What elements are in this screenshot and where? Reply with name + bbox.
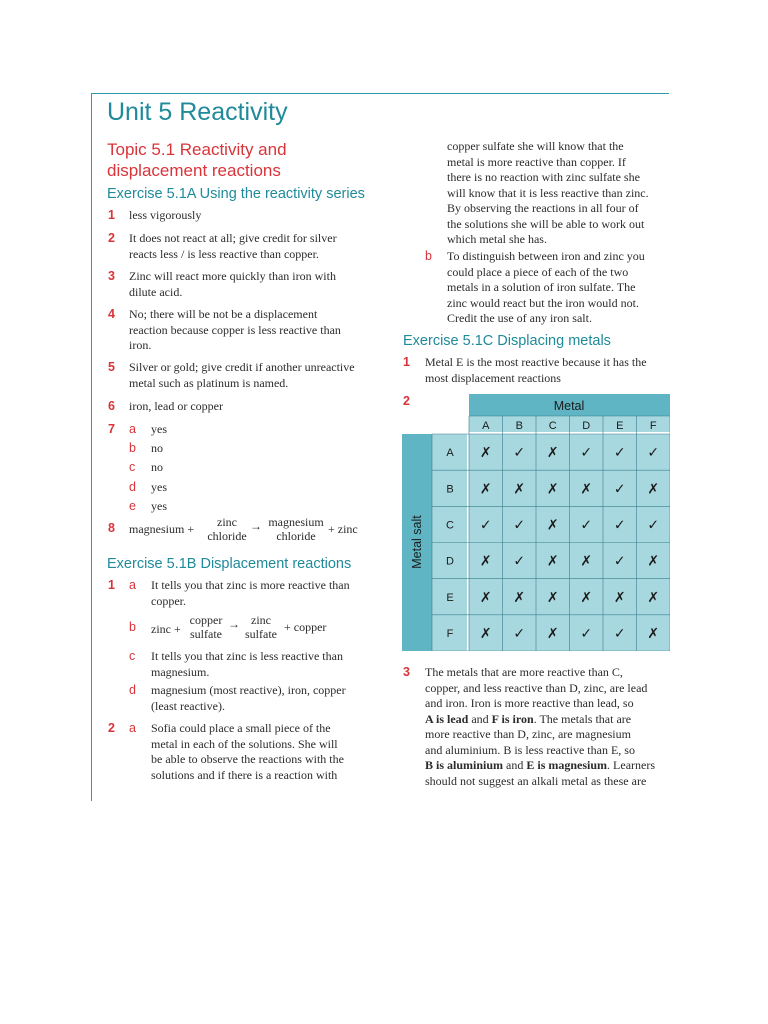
exC-q3-number: 3 <box>403 665 410 679</box>
row-header-e: E <box>446 591 454 604</box>
tick-mark-a-b: ✓ <box>513 445 526 462</box>
exercise-5-1b-heading: Exercise 5.1B Displacement reactions <box>107 556 352 572</box>
exB-q2-number: 2 <box>108 721 115 735</box>
exB-q2b-label: b <box>425 249 432 263</box>
cross-mark-a-a: ✗ <box>479 445 492 462</box>
exB-q1b-rhs: + copper <box>284 620 327 634</box>
cross-mark-e-a: ✗ <box>479 589 492 606</box>
exA-q7d-answer: yes <box>151 480 167 494</box>
exB-q1c-label: c <box>129 649 136 663</box>
tick-mark-c-a: ✓ <box>479 517 492 534</box>
cross-mark-f-a: ✗ <box>479 625 492 642</box>
tick-mark-f-e: ✓ <box>613 625 626 642</box>
exA-q1-number: 1 <box>108 208 115 222</box>
exA-q7d-label: d <box>129 480 136 494</box>
exA-q7a-label: a <box>129 422 136 436</box>
cross-mark-e-f: ✗ <box>647 589 660 606</box>
cross-mark-b-c: ✗ <box>546 481 559 498</box>
exB-q1b-fraction-copper-sulfate: copper sulfate <box>189 613 223 641</box>
exB-q1d-answer: magnesium (most reactive), iron, copper (least reactive). <box>151 683 346 713</box>
topic-title-line-2: displacement reactions <box>107 161 281 180</box>
exercise-5-1c-heading: Exercise 5.1C Displacing metals <box>403 333 611 349</box>
exA-q6-number: 6 <box>108 399 115 413</box>
exC-q3-answer: The metals that are more reactive than C, copper, and less reactive than D, zinc, are lead and iron. Iron is more reactive than lead, so A is lead and F is iron. The metals that are more reactive than D, zinc, are magnesium and aluminium. B is less reactive than E, so B is aluminium and E is magnesium. Learners should not suggest an alkali metal as these are <box>425 665 656 788</box>
column-header-c: C <box>548 420 557 432</box>
exB-q1b-fraction-zinc-sulfate: zinc sulfate <box>245 613 277 641</box>
cross-mark-f-c: ✗ <box>546 625 559 642</box>
exA-q8-fraction-zinc-chloride: zinc chloride <box>207 515 247 543</box>
cross-mark-d-f: ✗ <box>647 553 660 570</box>
exC-q1-answer: Metal E is the most reactive because it has the most displacement reactions <box>425 355 647 385</box>
tick-mark-d-b: ✓ <box>513 553 526 570</box>
cross-mark-e-b: ✗ <box>513 589 526 606</box>
displacement-results-table <box>402 394 670 651</box>
cross-mark-a-c: ✗ <box>546 445 559 462</box>
exA-q7-number: 7 <box>108 422 115 436</box>
exA-q2-answer: It does not react at all; give credit for silver reacts less / is less reactive than copper. <box>129 231 337 261</box>
exB-q1c-answer: It tells you that zinc is less reactive than magnesium. <box>151 649 343 679</box>
tick-mark-b-e: ✓ <box>613 481 626 498</box>
tick-mark-d-e: ✓ <box>613 553 626 570</box>
row-header-d: D <box>446 555 454 568</box>
cross-mark-b-a: ✗ <box>479 481 492 498</box>
exA-q8-rhs: + zinc <box>328 522 358 536</box>
exA-q8-arrow: → <box>250 519 262 533</box>
column-header-d: D <box>582 420 591 432</box>
tick-mark-f-b: ✓ <box>513 625 526 642</box>
exercise-5-1a-heading: Exercise 5.1A Using the reactivity series <box>107 186 365 202</box>
cross-mark-d-a: ✗ <box>479 553 492 570</box>
tick-mark-a-f: ✓ <box>647 445 660 462</box>
exA-q7c-label: c <box>129 460 136 474</box>
cross-mark-b-d: ✗ <box>580 481 593 498</box>
exA-q8-fraction-magnesium-chloride: magnesium chloride <box>268 515 324 543</box>
topic-title-line-1: Topic 5.1 Reactivity and <box>107 140 287 159</box>
column-header-f: F <box>649 420 657 432</box>
exA-q3-number: 3 <box>108 269 115 283</box>
row-header-b: B <box>446 483 454 496</box>
exA-q4-number: 4 <box>108 307 115 321</box>
row-header-f: F <box>446 627 454 640</box>
exB-q1a-answer: It tells you that zinc is more reactive than copper. <box>151 578 350 608</box>
exA-q1-answer: less vigorously <box>129 208 202 222</box>
cross-mark-d-d: ✗ <box>580 553 593 570</box>
exB-q2a-label: a <box>129 721 136 735</box>
tick-mark-c-b: ✓ <box>513 517 526 534</box>
cross-mark-f-f: ✗ <box>647 625 660 642</box>
row-header-a: A <box>446 447 454 460</box>
exA-q8-number: 8 <box>108 521 115 535</box>
cross-mark-d-c: ✗ <box>546 553 559 570</box>
exB-q1b-label: b <box>129 620 136 634</box>
column-header-e: E <box>616 420 624 432</box>
tick-mark-a-d: ✓ <box>580 445 593 462</box>
tick-mark-a-e: ✓ <box>613 445 626 462</box>
cross-mark-e-e: ✗ <box>613 589 626 606</box>
exA-q7a-answer: yes <box>151 422 167 436</box>
exA-q7b-answer: no <box>151 441 163 455</box>
cross-mark-e-c: ✗ <box>546 589 559 606</box>
exB-q1d-label: d <box>129 683 136 697</box>
tick-mark-c-f: ✓ <box>647 517 660 534</box>
cross-mark-b-b: ✗ <box>513 481 526 498</box>
exA-q7b-label: b <box>129 441 136 455</box>
column-header-a: A <box>482 420 490 432</box>
exA-q2-number: 2 <box>108 231 115 245</box>
cross-mark-b-f: ✗ <box>647 481 660 498</box>
metal-group-label: Metal <box>553 399 585 413</box>
tick-mark-f-d: ✓ <box>580 625 593 642</box>
exB-q1a-label: a <box>129 578 136 592</box>
exB-q1b-lhs: zinc + <box>151 622 181 636</box>
exA-q3-answer: Zinc will react more quickly than iron with dilute acid. <box>129 269 336 299</box>
exC-q2-number: 2 <box>403 394 410 408</box>
exB-q2b-answer: To distinguish between iron and zinc you could place a piece of each of the two metals in a solution of iron sulfate. The zinc would react but the iron would not. Credit the use of any iron salt. <box>447 249 645 325</box>
exA-q7e-answer: yes <box>151 499 167 513</box>
column-header-b: B <box>515 420 523 432</box>
metal-salt-group-label: Metal salt <box>410 515 424 569</box>
tick-mark-c-d: ✓ <box>580 517 593 534</box>
exA-q6-answer: iron, lead or copper <box>129 399 223 413</box>
exB-q2a-continued: copper sulfate she will know that the metal is more reactive than copper. If there is no reaction with zinc sulfate she will know that it is less reactive than zinc. By observing the reactions in all four of the solutions she will be able to work out which metal she has. <box>447 139 649 246</box>
exA-q5-number: 5 <box>108 360 115 374</box>
exA-q4-answer: No; there will be not be a displacement reaction because copper is less reactive than iron. <box>129 307 341 352</box>
tick-mark-c-e: ✓ <box>613 517 626 534</box>
unit-title: Unit 5 Reactivity <box>107 98 288 126</box>
exA-q5-answer: Silver or gold; give credit if another unreactive metal such as platinum is named. <box>129 360 355 390</box>
cross-mark-e-d: ✗ <box>580 589 593 606</box>
exA-q8-lhs: magnesium + <box>129 522 195 536</box>
left-rule <box>91 93 92 801</box>
cross-mark-c-c: ✗ <box>546 517 559 534</box>
exA-q7e-label: e <box>129 499 136 513</box>
row-header-c: C <box>446 519 454 532</box>
exB-q1b-arrow: → <box>228 617 240 631</box>
exA-q7c-answer: no <box>151 460 163 474</box>
exB-q1-number: 1 <box>108 578 115 592</box>
exB-q2a-answer: Sofia could place a small piece of the metal in each of the solutions. She will be able to observe the reactions with the solutions and if there is a reaction with <box>151 721 344 782</box>
exC-q1-number: 1 <box>403 355 410 369</box>
top-rule <box>91 93 669 94</box>
